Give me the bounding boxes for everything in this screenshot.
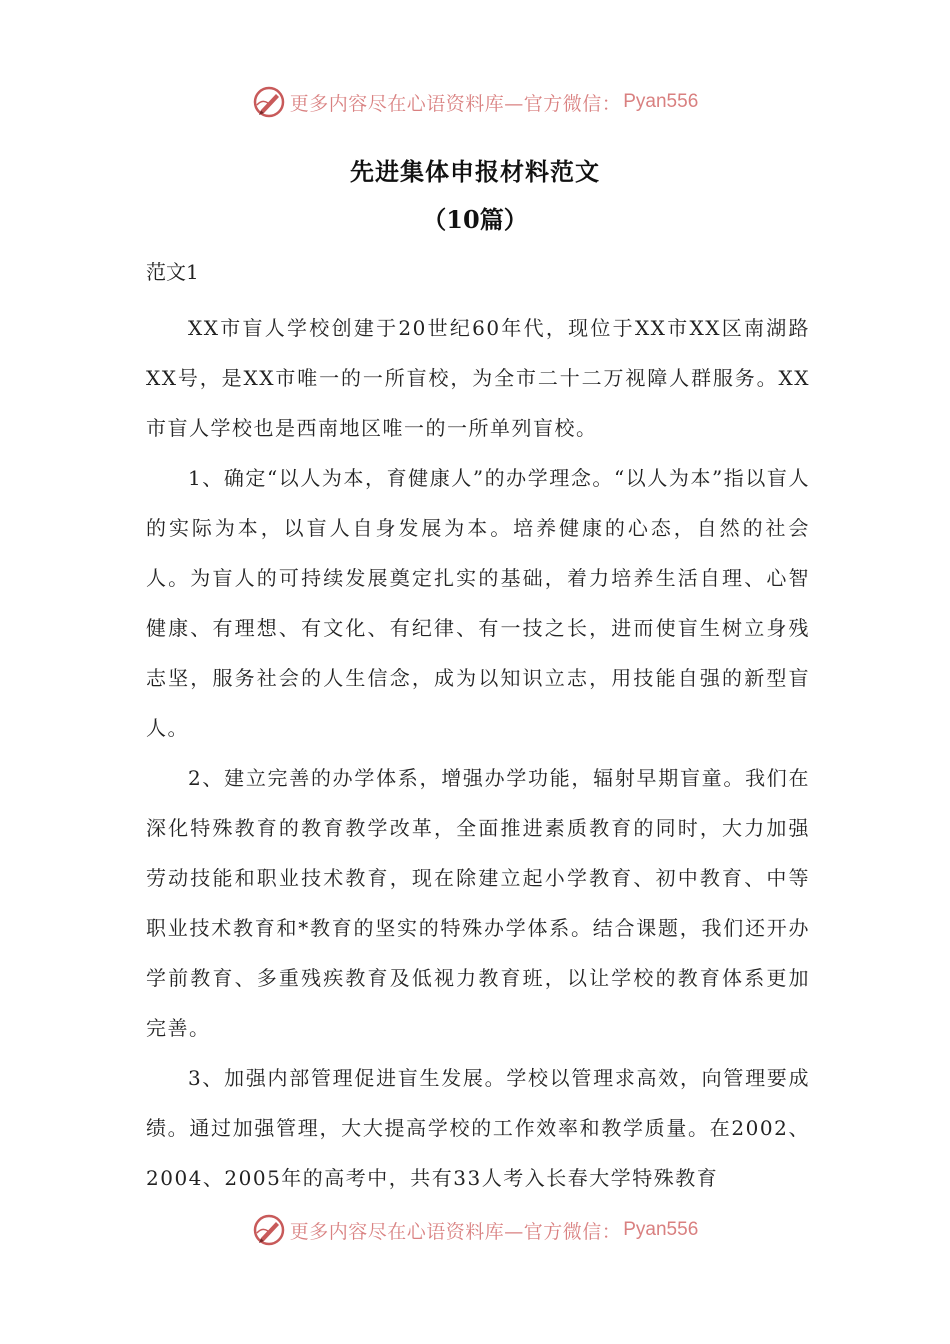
banner-text: 更多内容尽在心语资料库—官方微信： — [289, 1220, 622, 1243]
footer-banner — [0, 1210, 950, 1250]
paragraph: XX市盲人学校创建于20世纪60年代，现位于XX市XX区南湖路XX号，是XX市唯一的一所盲校，为全市二十二万视障人群服务。XX市盲人学校也是西南地区唯一的一所单列盲校。 — [146, 316, 810, 440]
document-body — [146, 303, 810, 1203]
paragraph: 1、确定“以人为本，育健康人”的办学理念。“以人为本”指以盲人的实际为本，以盲人自身发展为本。培养健康的心态，自然的社会人。为盲人的可持续发展奠定扎实的基础，着力培养生活自理、心智健康、有理想、有文化、有纪律、有一技之长，进而使盲生树立身残志坚，服务社会的人生信念，成为以知识立志，用技能自强的新型盲人。 — [146, 466, 810, 740]
pen-logo-icon — [252, 85, 286, 119]
section-label: 范文1 — [146, 260, 199, 284]
banner-wechat-id: Pyan556 — [623, 91, 699, 112]
banner-text: 更多内容尽在心语资料库—官方微信： — [289, 92, 622, 115]
paragraph: 3、加强内部管理促进盲生发展。学校以管理求高效，向管理要成绩。通过加强管理，大大提高学校的工作效率和教学质量。在2002、2004、2005年的高考中，共有33人考入长春大学特殊教育 — [146, 1066, 810, 1190]
banner-wechat-id: Pyan556 — [623, 1219, 699, 1240]
document-subtitle: （10篇） — [422, 205, 528, 234]
paragraph: 2、建立完善的办学体系，增强办学功能，辐射早期盲童。我们在深化特殊教育的教育教学改革，全面推进素质教育的同时，大力加强劳动技能和职业技术教育，现在除建立起小学教育、初中教育、中等职业技术教育和*教育的坚实的特殊办学体系。结合课题，我们还开办学前教育、多重残疾教育及低视力教育班，以让学校的教育体系更加完善。 — [146, 766, 810, 1040]
pen-logo-icon — [252, 1213, 286, 1247]
header-banner — [0, 82, 950, 122]
document-title: 先进集体申报材料范文 — [350, 157, 600, 186]
